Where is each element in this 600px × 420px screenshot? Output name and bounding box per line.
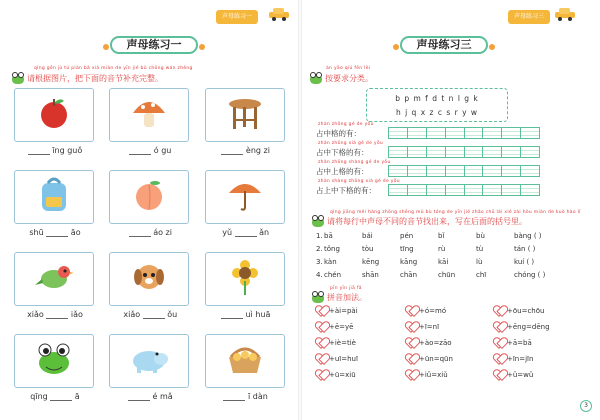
picture-frame: [109, 334, 189, 388]
picture-grid: [12, 88, 284, 416]
umbrella-icon: [225, 177, 265, 217]
syllable-suffix: ó gu: [151, 146, 172, 155]
syllable-suffix: iǎo: [68, 310, 83, 319]
addition-text: +ē=yē: [329, 323, 354, 331]
writing-cell[interactable]: [501, 184, 520, 196]
picture-cell: [107, 170, 188, 252]
syllable-caption: [203, 310, 289, 319]
syllable-suffix: īng guǒ: [49, 146, 83, 155]
row-pinyin: zhàn zhōng gé de yǒu: [318, 122, 374, 127]
writing-cell[interactable]: [407, 127, 426, 139]
section2-pinyin: qǐng jiāng měi háng zhōng shēng mǔ bù tóng de yīn jié zhǎo chū lái xiě zài hòu miàn de kuò hào lǐ: [330, 210, 581, 215]
row-label: 占上中下格的有：: [316, 186, 376, 195]
syllable: chī: [476, 271, 487, 279]
writing-cell[interactable]: [407, 184, 426, 196]
picture-frame: [109, 252, 189, 306]
addition-text: +ū=xiū: [329, 371, 356, 379]
syllable: chān: [400, 271, 418, 279]
heart-blank-icon[interactable]: [316, 354, 327, 364]
writing-cell[interactable]: [445, 165, 464, 177]
backpack-icon: [36, 175, 72, 219]
addition-item: [316, 322, 354, 332]
exercise-row: [316, 232, 542, 240]
syllable-caption: [203, 228, 289, 237]
picture-cell: [12, 170, 93, 252]
writing-cell[interactable]: [407, 165, 426, 177]
page-title: 声母练习三: [400, 36, 488, 54]
heart-blank-icon[interactable]: [406, 306, 417, 316]
row-label: 占中上格的有：: [316, 167, 369, 176]
addition-item: [316, 306, 358, 316]
picture-frame: [205, 334, 285, 388]
writing-cell[interactable]: [482, 146, 501, 158]
heart-blank-icon[interactable]: [316, 322, 327, 332]
instruction-pinyin: qǐng gēn jù tú piàn bǎ xià miàn de yīn jié bǔ chōng wán zhěng: [34, 66, 193, 71]
answer-paren[interactable]: chóng ( ): [514, 271, 546, 279]
answer-blank[interactable]: [223, 393, 245, 401]
page-tag: 声母练习三: [508, 10, 550, 24]
addition-item: [494, 322, 550, 332]
syllable-prefix: shū: [29, 228, 47, 237]
heart-blank-icon[interactable]: [494, 322, 505, 332]
page-tag: 声母练习一: [216, 10, 258, 24]
syllable-suffix: ā: [72, 392, 80, 401]
bird-icon: [34, 259, 74, 299]
syllable-suffix: ǒu: [164, 310, 178, 319]
section3-heading: 拼音加法。: [312, 292, 367, 303]
syllable-caption: [12, 310, 98, 319]
addition-text: +ōu=chōu: [507, 307, 545, 315]
picture-cell: [203, 334, 284, 416]
writing-cell[interactable]: [388, 184, 407, 196]
picture-frame: [14, 170, 94, 224]
writing-cell[interactable]: [464, 184, 483, 196]
heart-blank-icon[interactable]: [406, 338, 417, 348]
writing-cell[interactable]: [426, 127, 445, 139]
heart-blank-icon[interactable]: [494, 306, 505, 316]
section3-pinyin: pīn yīn jiā fǎ: [330, 286, 362, 291]
heart-blank-icon[interactable]: [406, 370, 417, 380]
syllable-suffix: ī dàn: [245, 392, 268, 401]
writing-cell[interactable]: [482, 127, 501, 139]
addition-item: [494, 370, 533, 380]
picture-cell: [203, 170, 284, 252]
dog-icon: [131, 259, 167, 299]
addition-text: +ā=bā: [507, 339, 532, 347]
page-title: 声母练习一: [110, 36, 198, 54]
syllable: shān: [362, 271, 379, 279]
writing-cell[interactable]: [464, 165, 483, 177]
picture-frame: [205, 252, 285, 306]
section1-heading: 按要求分类。: [310, 73, 373, 84]
addition-item: [406, 354, 453, 364]
section2-heading: 请将每行中声母不同的音节找出来，写在后面的括号里。: [312, 216, 527, 227]
frog-icon: [34, 341, 74, 381]
syllable-suffix: é mǎ: [149, 392, 173, 401]
picture-cell: [107, 252, 188, 334]
answer-paren[interactable]: tán ( ): [514, 245, 536, 253]
syllable-caption: [12, 228, 98, 237]
writing-cell[interactable]: [426, 146, 445, 158]
syllable-caption: [107, 310, 193, 319]
picture-frame: [14, 88, 94, 142]
addition-item: [316, 338, 356, 348]
answer-blank[interactable]: [128, 393, 150, 401]
writing-cell[interactable]: [407, 146, 426, 158]
instruction: 请根据图片，把下面的音节补充完整。: [12, 73, 163, 84]
syllable: rù: [438, 245, 446, 253]
heart-blank-icon[interactable]: [494, 370, 505, 380]
exercise-number: 1.: [316, 232, 323, 240]
addition-text: +ài=pài: [329, 307, 358, 315]
row-label: 占中下格的有：: [316, 148, 369, 157]
syllable-caption: [203, 392, 289, 401]
syllable-caption: [12, 392, 98, 401]
apple-icon: [36, 95, 72, 135]
sunflower-icon: [227, 257, 263, 301]
writing-cell[interactable]: [464, 146, 483, 158]
exercise-number: 2.: [316, 245, 323, 253]
picture-frame: [109, 170, 189, 224]
writing-lines[interactable]: [388, 146, 540, 158]
syllable-suffix: āo: [68, 228, 81, 237]
car-icon: [554, 7, 576, 21]
answer-blank[interactable]: [46, 311, 68, 319]
heart-blank-icon[interactable]: [316, 306, 327, 316]
writing-lines[interactable]: [388, 127, 540, 139]
heart-blank-icon[interactable]: [316, 338, 327, 348]
picture-cell: [12, 334, 93, 416]
syllable-prefix: xiǎo: [27, 310, 47, 319]
heart-blank-icon[interactable]: [316, 370, 327, 380]
frog-icon: [310, 74, 322, 84]
addition-item: [406, 306, 446, 316]
exercise-row: [316, 245, 535, 253]
syllable: pén: [400, 232, 414, 240]
syllable: tǒng: [324, 245, 340, 253]
writing-lines[interactable]: [388, 184, 540, 196]
addition-text: +ào=zāo: [419, 339, 452, 347]
exercise-number: 3.: [316, 258, 323, 266]
syllable: kēng: [362, 258, 380, 266]
addition-item: [406, 338, 452, 348]
writing-cell[interactable]: [482, 184, 501, 196]
picture-frame: [205, 170, 285, 224]
syllable: kāng: [400, 258, 418, 266]
answer-blank[interactable]: [50, 393, 72, 401]
syllable-suffix: áo zi: [150, 228, 172, 237]
answer-blank[interactable]: [221, 311, 243, 319]
writing-cell[interactable]: [388, 165, 407, 177]
syllable: kāi: [438, 258, 449, 266]
syllable: tīng: [400, 245, 414, 253]
picture-cell: [203, 88, 284, 170]
answer-blank[interactable]: [143, 311, 165, 319]
syllable-suffix: uì huā: [242, 310, 271, 319]
syllable: chén: [324, 271, 342, 279]
addition-item: [316, 354, 358, 364]
picture-cell: [12, 252, 93, 334]
writing-cell[interactable]: [464, 127, 483, 139]
writing-lines[interactable]: [388, 165, 540, 177]
writing-cell[interactable]: [445, 127, 464, 139]
syllable-prefix: qīng: [30, 392, 51, 401]
addition-text: +ǔ=wǔ: [507, 371, 534, 379]
basket-icon: [225, 341, 265, 381]
picture-cell: [203, 252, 284, 334]
syllable-caption: [107, 228, 193, 237]
addition-text: +īn=jīn: [507, 355, 534, 363]
picture-frame: [14, 334, 94, 388]
writing-cell[interactable]: [445, 184, 464, 196]
writing-cell[interactable]: [445, 146, 464, 158]
syllable: bù: [476, 232, 485, 240]
addition-item: [494, 306, 544, 316]
syllable-caption: [107, 146, 193, 155]
picture-frame: [205, 88, 285, 142]
picture-frame: [109, 88, 189, 142]
answer-blank[interactable]: [235, 229, 257, 237]
addition-text: +iè=tiè: [329, 339, 356, 347]
addition-item: [494, 338, 532, 348]
hippo-icon: [129, 341, 169, 381]
car-icon: [268, 7, 290, 21]
stool-icon: [225, 95, 265, 135]
writing-cell[interactable]: [520, 184, 540, 196]
heart-blank-icon[interactable]: [406, 354, 417, 364]
row-pinyin: zhàn zhōng xià gé de yǒu: [318, 141, 384, 146]
writing-cell[interactable]: [388, 127, 407, 139]
section1-pinyin: àn yāo qiú fēn lèi: [326, 66, 371, 71]
syllable: tòu: [362, 245, 374, 253]
syllable: bǐ: [438, 232, 445, 240]
mushroom-icon: [129, 95, 169, 135]
page-number: 3: [580, 400, 592, 412]
answer-blank[interactable]: [221, 147, 243, 155]
answer-blank[interactable]: [46, 229, 68, 237]
syllable: chūn: [438, 271, 456, 279]
picture-cell: [12, 88, 93, 170]
writing-cell[interactable]: [426, 165, 445, 177]
writing-cell[interactable]: [520, 165, 540, 177]
addition-item: [406, 370, 448, 380]
syllable-prefix: xiǎo: [123, 310, 143, 319]
syllable-caption: [12, 146, 98, 155]
heart-blank-icon[interactable]: [406, 322, 417, 332]
syllable: lù: [476, 258, 483, 266]
picture-cell: [107, 334, 188, 416]
row-pinyin: zhàn zhōng shàng gé de yǒu: [318, 160, 391, 165]
addition-text: +ó=mó: [419, 307, 447, 315]
row-pinyin: zhàn shàng zhōng xià gé de yǒu: [318, 179, 400, 184]
syllable-suffix: ǎn: [256, 228, 270, 237]
letter-box: b p m f d t n l g k h j q x z c s r y w: [366, 88, 508, 122]
frog-icon: [312, 217, 324, 227]
picture-frame: [14, 252, 94, 306]
heart-blank-icon[interactable]: [494, 338, 505, 348]
heart-blank-icon[interactable]: [494, 354, 505, 364]
writing-cell[interactable]: [501, 165, 520, 177]
exercise-number: 4.: [316, 271, 323, 279]
frog-icon: [312, 293, 324, 303]
syllable-prefix: yǔ: [222, 228, 235, 237]
row-label: 占中格的有：: [316, 129, 361, 138]
addition-text: +ēng=dēng: [507, 323, 550, 331]
writing-cell[interactable]: [501, 146, 520, 158]
writing-cell[interactable]: [482, 165, 501, 177]
left-page: [0, 0, 298, 420]
addition-text: +uī=huī: [329, 355, 358, 363]
syllable-caption: [107, 392, 193, 401]
syllable: bái: [362, 232, 373, 240]
writing-cell[interactable]: [388, 146, 407, 158]
answer-paren[interactable]: bàng ( ): [514, 232, 542, 240]
answer-blank[interactable]: [129, 229, 151, 237]
picture-cell: [107, 88, 188, 170]
syllable: bā: [324, 232, 333, 240]
addition-item: [316, 370, 356, 380]
answer-blank[interactable]: [129, 147, 151, 155]
syllable: tù: [476, 245, 484, 253]
frog-icon: [12, 74, 24, 84]
writing-cell[interactable]: [426, 184, 445, 196]
syllable: kàn: [324, 258, 337, 266]
exercise-row: [316, 258, 534, 266]
addition-text: +iǔ=xiǔ: [419, 371, 448, 379]
addition-text: +ūn=qūn: [419, 355, 453, 363]
writing-cell[interactable]: [520, 146, 540, 158]
syllable-caption: [203, 146, 289, 155]
addition-text: +ī=nī: [419, 323, 440, 331]
addition-item: [406, 322, 439, 332]
answer-blank[interactable]: [28, 147, 50, 155]
answer-paren[interactable]: kuí ( ): [514, 258, 535, 266]
syllable-suffix: èng zi: [243, 146, 270, 155]
addition-item: [494, 354, 533, 364]
writing-cell[interactable]: [501, 127, 520, 139]
writing-cell[interactable]: [520, 127, 540, 139]
exercise-row: [316, 271, 545, 279]
peach-icon: [131, 177, 167, 217]
